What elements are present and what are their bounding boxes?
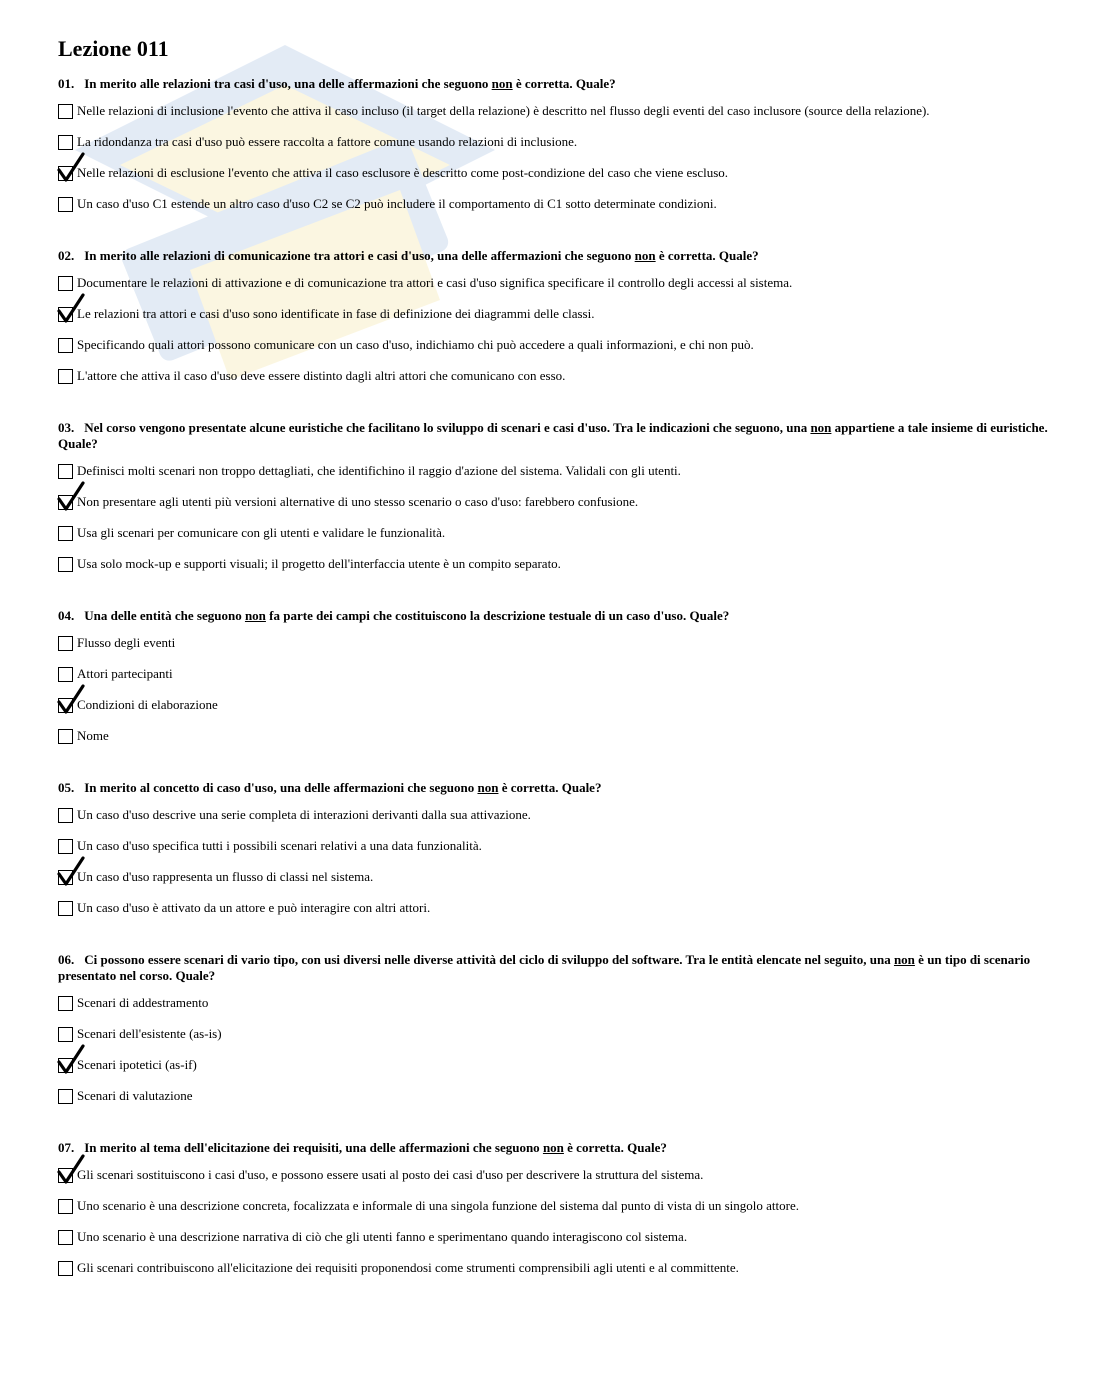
answer-option-text: Le relazioni tra attori e casi d'uso sono identificate in fase di definizione dei diagrammi delle classi. (77, 306, 595, 321)
answer-option-text: Attori partecipanti (77, 666, 173, 681)
checkbox[interactable] (58, 901, 73, 916)
question-block (58, 1140, 1048, 1290)
question-text (58, 248, 1048, 264)
answer-option[interactable] (58, 493, 1048, 524)
question-negation: non (810, 420, 832, 435)
answer-option[interactable] (58, 305, 1048, 336)
question-number: 01. (58, 76, 75, 91)
question-negation: non (893, 952, 915, 967)
answer-option-text: Usa solo mock-up e supporti visuali; il progetto dell'interfaccia utente è un compito separato. (77, 556, 561, 571)
answer-option-text: Un caso d'uso descrive una serie completa di interazioni derivanti dalla sua attivazione. (77, 807, 531, 822)
question-text (58, 76, 1048, 92)
question-text-pre: In merito alle relazioni di comunicazione tra attori e casi d'uso, una delle affermazioni che seguono (84, 248, 635, 263)
answer-option-text: Gli scenari contribuiscono all'elicitazione dei requisiti proponendosi come strumenti comprensibili agli utenti e al committente. (77, 1260, 739, 1275)
checkbox[interactable] (58, 1261, 73, 1276)
answer-option[interactable] (58, 727, 1048, 758)
answer-option-text: Nome (77, 728, 109, 743)
question-text-pre: In merito al tema dell'elicitazione dei requisiti, una delle affermazioni che seguono (84, 1140, 543, 1155)
checkbox[interactable] (58, 338, 73, 353)
question-negation: non (542, 1140, 564, 1155)
answer-option-text: La ridondanza tra casi d'uso può essere raccolta a fattore comune usando relazioni di inclusione. (77, 134, 578, 149)
answer-option[interactable] (58, 274, 1048, 305)
question-block (58, 248, 1048, 398)
answer-option[interactable] (58, 524, 1048, 555)
answer-option[interactable] (58, 195, 1048, 226)
checkbox[interactable] (58, 526, 73, 541)
question-block (58, 76, 1048, 226)
checkbox[interactable] (58, 839, 73, 854)
answer-option-text: L'attore che attiva il caso d'uso deve essere distinto dagli altri attori che comunicano con esso. (77, 368, 566, 383)
question-text-pre: Una delle entità che seguono (84, 608, 245, 623)
answer-option-text: Nelle relazioni di esclusione l'evento che attiva il caso esclusore è descritto come post-condizione del caso che viene escluso. (77, 165, 729, 180)
question-list (58, 76, 1048, 1290)
answer-option[interactable] (58, 837, 1048, 868)
question-block (58, 608, 1048, 758)
answer-option[interactable] (58, 1197, 1048, 1228)
checkmark-icon (56, 857, 86, 889)
answer-option-text: Uno scenario è una descrizione narrativa di ciò che gli utenti fanno e sperimentano quando interagiscono col sistema. (77, 1229, 688, 1244)
answer-option[interactable] (58, 1087, 1048, 1118)
answer-option-text: Scenari ipotetici (as-if) (77, 1057, 197, 1072)
answer-option[interactable] (58, 1259, 1048, 1290)
checkbox[interactable] (58, 464, 73, 479)
checkmark-icon (56, 1155, 86, 1187)
question-number: 06. (58, 952, 75, 967)
checkbox-checked[interactable] (58, 870, 73, 885)
answer-option-text: Specificando quali attori possono comunicare con un caso d'uso, indichiamo chi può accedere a quali informazioni, e chi non può. (77, 337, 754, 352)
answer-option-text: Scenari di valutazione (77, 1088, 193, 1103)
answer-option[interactable] (58, 994, 1048, 1025)
answer-option[interactable] (58, 336, 1048, 367)
answer-option-text: Condizioni di elaborazione (77, 697, 218, 712)
answer-option[interactable] (58, 367, 1048, 398)
lesson-title: Lezione 011 (58, 36, 169, 61)
question-number: 07. (58, 1140, 75, 1155)
question-text-pre: In merito alle relazioni tra casi d'uso, una delle affermazioni che seguono (84, 76, 492, 91)
checkbox[interactable] (58, 135, 73, 150)
question-number: 04. (58, 608, 75, 623)
checkbox[interactable] (58, 557, 73, 572)
question-text-post: fa parte dei campi che costituiscono la descrizione testuale di un caso d'uso. Quale? (265, 608, 730, 623)
checkmark-icon (56, 1045, 86, 1077)
question-block (58, 780, 1048, 930)
checkbox-checked[interactable] (58, 166, 73, 181)
question-text-pre: In merito al concetto di caso d'uso, una delle affermazioni che seguono (84, 780, 478, 795)
checkbox[interactable] (58, 667, 73, 682)
checkbox[interactable] (58, 369, 73, 384)
question-number: 05. (58, 780, 75, 795)
answer-option-text: Scenari di addestramento (77, 995, 209, 1010)
answer-option-text: Un caso d'uso è attivato da un attore e può interagire con altri attori. (77, 900, 431, 915)
checkbox[interactable] (58, 1027, 73, 1042)
answer-option[interactable] (58, 164, 1048, 195)
answer-option-text: Un caso d'uso C1 estende un altro caso d'uso C2 se C2 può includere il comportamento di C1 sotto determinate condizioni. (77, 196, 717, 211)
answer-option-text: Gli scenari sostituiscono i casi d'uso, e possono essere usati al posto dei casi d'uso per descrivere la struttura del sistema. (77, 1167, 704, 1182)
checkbox[interactable] (58, 636, 73, 651)
question-negation: non (244, 608, 266, 623)
question-text (58, 952, 1048, 984)
checkbox[interactable] (58, 996, 73, 1011)
answer-option[interactable] (58, 696, 1048, 727)
checkbox[interactable] (58, 197, 73, 212)
checkbox[interactable] (58, 1089, 73, 1104)
question-text (58, 1140, 1048, 1156)
answer-option-text: Uno scenario è una descrizione concreta, focalizzata e informale di una singola funzione del sistema dal punto di vista di un singolo attore. (77, 1198, 799, 1213)
question-block (58, 420, 1048, 586)
answer-option[interactable] (58, 133, 1048, 164)
answer-option[interactable] (58, 555, 1048, 586)
question-text-pre: Nel corso vengono presentate alcune euristiche che facilitano lo sviluppo di scenari e casi d'uso. Tra le indicazioni che seguono, una (84, 420, 811, 435)
answer-option[interactable] (58, 665, 1048, 696)
question-number: 03. (58, 420, 75, 435)
question-text-post: appartiene a tale insieme di euristiche. Quale? (58, 420, 1048, 451)
question-negation: non (477, 780, 499, 795)
checkbox-checked[interactable] (58, 495, 73, 510)
question-text-pre: Ci possono essere scenari di vario tipo, con usi diversi nelle diverse attività del ciclo di sviluppo del software. Tra le entità elencate nel seguito, una (84, 952, 894, 967)
checkmark-icon (56, 153, 86, 185)
checkbox[interactable] (58, 104, 73, 119)
question-number: 02. (58, 248, 75, 263)
checkbox[interactable] (58, 808, 73, 823)
checkbox[interactable] (58, 1230, 73, 1245)
answer-option[interactable] (58, 462, 1048, 493)
question-text-post: è corretta. Quale? (498, 780, 602, 795)
checkbox-checked[interactable] (58, 698, 73, 713)
answer-option[interactable] (58, 1228, 1048, 1259)
question-text (58, 420, 1048, 452)
answer-option[interactable] (58, 1056, 1048, 1087)
answer-option-text: Nelle relazioni di inclusione l'evento che attiva il caso incluso (il target della relazione) è descritto nel flusso degli eventi del caso inclusore (source della relazione). (77, 103, 930, 118)
exam-content (58, 36, 1048, 1312)
answer-option[interactable] (58, 899, 1048, 930)
checkbox-checked[interactable] (58, 307, 73, 322)
answer-option-text: Flusso degli eventi (77, 635, 176, 650)
answer-option[interactable] (58, 634, 1048, 665)
checkmark-icon (56, 685, 86, 717)
answer-option-text: Non presentare agli utenti più versioni alternative di uno stesso scenario o caso d'uso: farebbero confusione. (77, 494, 639, 509)
answer-option-text: Usa gli scenari per comunicare con gli utenti e validare le funzionalità. (77, 525, 446, 540)
answer-option-text: Un caso d'uso specifica tutti i possibili scenari relativi a una data funzionalità. (77, 838, 482, 853)
question-negation: non (491, 76, 513, 91)
checkmark-icon (56, 294, 86, 326)
checkbox-checked[interactable] (58, 1168, 73, 1183)
answer-option-text: Documentare le relazioni di attivazione e di comunicazione tra attori e casi d'uso significa specificare il controllo degli accessi al sistema. (77, 275, 793, 290)
answer-option-text: Un caso d'uso rappresenta un flusso di classi nel sistema. (77, 869, 374, 884)
answer-option[interactable] (58, 868, 1048, 899)
answer-option[interactable] (58, 1166, 1048, 1197)
answer-option-text: Scenari dell'esistente (as-is) (77, 1026, 222, 1041)
question-text-post: è corretta. Quale? (563, 1140, 667, 1155)
question-text (58, 780, 1048, 796)
answer-option[interactable] (58, 806, 1048, 837)
question-negation: non (634, 248, 656, 263)
question-text-post: è un tipo di scenario presentato nel corso. Quale? (58, 952, 1031, 983)
answer-option-text: Definisci molti scenari non troppo dettagliati, che identifichino il raggio d'azione del sistema. Validali con gli utenti. (77, 463, 681, 478)
checkbox[interactable] (58, 729, 73, 744)
question-block (58, 952, 1048, 1118)
answer-option[interactable] (58, 1025, 1048, 1056)
checkmark-icon (56, 482, 86, 514)
question-text-post: è corretta. Quale? (512, 76, 616, 91)
checkbox[interactable] (58, 276, 73, 291)
question-text (58, 608, 1048, 624)
question-text-post: è corretta. Quale? (655, 248, 759, 263)
checkbox-checked[interactable] (58, 1058, 73, 1073)
answer-option[interactable] (58, 102, 1048, 133)
checkbox[interactable] (58, 1199, 73, 1214)
